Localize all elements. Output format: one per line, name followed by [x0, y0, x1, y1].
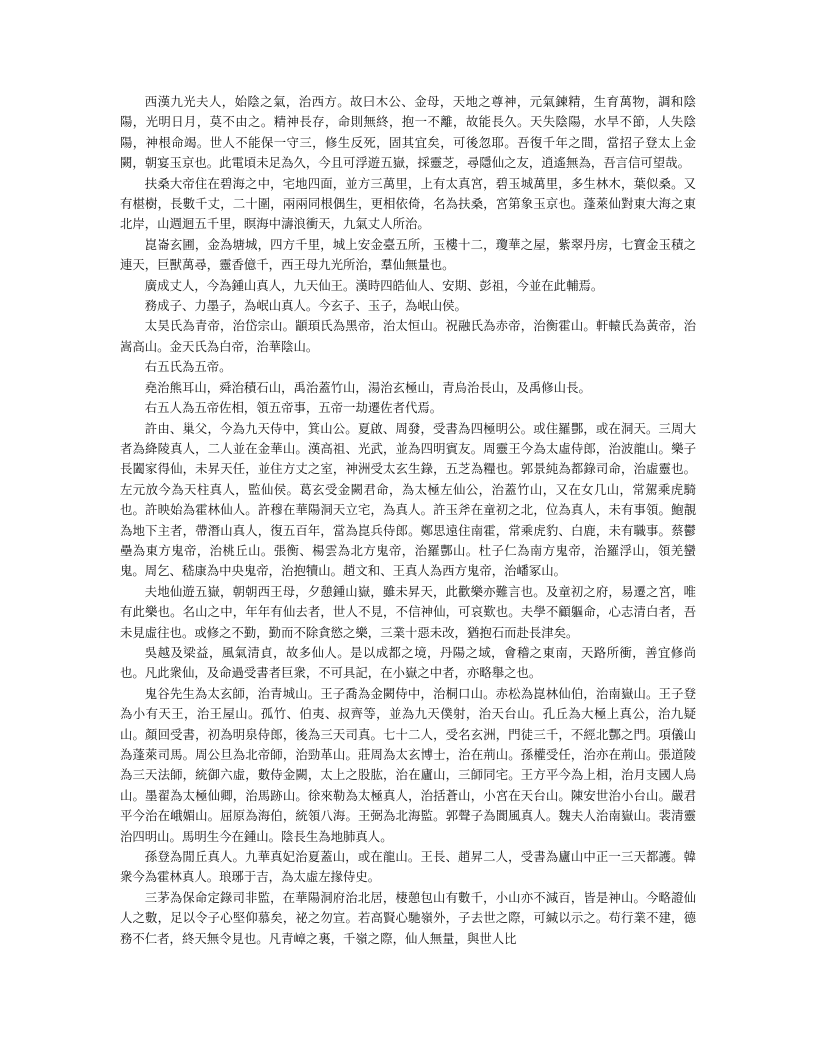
paragraph-11: 夫地仙遊五嶽，朝朝西王母，夕憩鍾山嶽，雖未昇天，此歡樂亦難言也。及童初之府，易遷之宮，唯有此樂也。名山之中，年年有仙去者，世人不見，不信神仙，可哀歎也。夫學不顧軀命，心志清白者，吾未見虛往也。或修之不勤，勤而不除貪慾之樂，三業十惡未改，猶抱石而赴長津矣。 — [120, 583, 696, 640]
paragraph-5: 務成子、力墨子，為岷山真人。今玄子、玉子，為岷山侯。 — [144, 298, 467, 314]
paragraph-9: 右五人為五帝佐相，領五帝事，五帝一劫遷佐者代焉。 — [144, 400, 443, 416]
paragraph-13: 鬼谷先生為太玄師，治青城山。王子喬為金闕侍中，治桐口山。赤松為崑林仙伯，治南嶽山。王子登為小有天王，治王屋山。孤竹、伯夷、叔齊等，並為九天僕射，治天台山。孔丘為大極上真公，治九疑山。顏回受書，初為明泉侍郎，後為三天司真。七十二人，受名玄洲，門徒三千，不經北酆之門。項儀山為蓬萊司馬。周公旦為北帝師，治勁革山。莊周為太玄博士，治在荊山。孫權受任，治亦在荊山。張道陵為三天法師，統御六虛，數侍金闕，太上之股肱，治在廬山，三師同宅。王方平今為上相，治月支國人烏山。墨翟為太極仙卿，治馬跡山。徐來勒為太極真人，治括蒼山，小宮在天台山。陳安世治小台山。嚴君平今治在峨媚山。屈原為海伯，統領八海。王弼為北海監。郭聲子為閬風真人。魏夫人治南嶽山。裴清靈治四明山。馬明生今在鍾山。陰長生為地肺真人。 — [120, 685, 696, 844]
paragraph-15: 三茅為保命定錄司非監，在華陽洞府治北居，棲憩包山有數千，小山亦不減百，皆是神山。今略證仙人之數，足以令子心堅仰慕矣，祕之勿宣。若高賢心馳嶺外，子去世之際，可緘以示之。苟行業不建，德務不仁者，終天無令見也。凡青嶂之裏，千嶺之際，仙人無量，與世人比 — [120, 889, 696, 946]
paragraph-6: 太昊氏為青帝，治岱宗山。顓頊氏為黑帝，治太恒山。祝融氏為赤帝，治衡霍山。軒轅氏為黃帝，治嵩高山。金天氏為白帝，治華陰山。 — [120, 318, 696, 354]
paragraph-7: 右五氏為五帝。 — [144, 359, 232, 375]
paragraph-4: 廣成丈人，今為鍾山真人，九天仙王。漢時四皓仙人、安期、彭祖，今並在此輔焉。 — [144, 277, 604, 293]
paragraph-10: 許由、巢父，今為九天侍中，箕山公。夏啟、周發，受書為四極明公。或住羅酆，或在洞天。三周大者為絳陵真人，二人並在金華山。漢高祖、光武，並為四明賓友。周靈王今為太虛侍郎，治波龍山。樂子長闔家得仙，未昇天任，並住方丈之室，神洲受太玄生錄，五芝為糧也。郭景純為都錄司命，治虛靈也。左元放今為天柱真人，監仙侯。葛玄受金闕君命，為太極左仙公，治蓋竹山，又在女几山，常駕乘虎騎也。許映始為霍林仙人。許穆在華陽洞天立宅，為真人。許玉斧在童初之北，位為真人，未有事領。鮑靚為地下主者，帶潛山真人，復五百年，當為崑兵侍郎。鄭思遠住南霍，常乘虎豹、白鹿，未有職事。蔡鬱壘為東方鬼帝，治桃丘山。張衡、楊雲為北方鬼帝，治羅酆山。杜子仁為南方鬼帝，治羅浮山，領羌蠻鬼。周乞、嵇康為中央鬼帝，治抱犢山。趙文和、王真人為西方鬼帝，治嶓冢山。 — [120, 420, 696, 579]
paragraph-8: 堯治熊耳山，舜治積石山，禹治蓋竹山，湯治玄極山，青烏治長山，及禹修山長。 — [144, 379, 591, 395]
paragraph-1: 西漢九光夫人，始陰之氣，治西方。故曰木公、金母，天地之尊神，元氣鍊精，生育萬物，調和陰陽，光明日月，莫不由之。精神長存，命則無終，抱一不離，故能長久。天失陰陽，水旱不節，人失陰陽，神根命竭。世人不能保一守三，修生反死，固其宜矣，可後忽耶。吾復千年之間，當招子登太上金闕，朝宴玉京也。此電頃未足為久，今且可浮遊五嶽，採靈芝，尋隱仙之友，逍遙無為，吾言信可望哉。 — [120, 94, 696, 171]
paragraph-3: 崑崙玄圃，金為塘城，四方千里，城上安金臺五所，玉樓十二，瓊華之屋，紫翠丹房，七寶金玉積之連天，巨獸萬尋，靈香億千，西王母九光所治，羣仙無量也。 — [120, 236, 696, 273]
paragraph-14: 孫登為閒丘真人。九華真妃治夏蓋山，或在龍山。王長、趙昇二人，受書為廬山中正一三天都護。韓衆今為霍林真人。琅琊于吉，為太虛左掾侍史。 — [120, 849, 696, 885]
document-page — [120, 92, 696, 1040]
paragraph-12: 吳越及梁益，風氣清貞，故多仙人。是以成都之境，丹陽之域，會稽之東南，天路所衝，善宜修尚也。凡此衆仙，及命過受書者巨衆，不可具記，在小嶽之中者，亦略舉之也。 — [120, 644, 696, 681]
paragraph-2: 扶桑大帝住在碧海之中，宅地四面，並方三萬里，上有太真宮，碧玉城萬里，多生林木，葉似桑。又有椹樹，長數千丈，二十圍，兩兩同根偶生，更相依倚，名為扶桑，宮第象玉京也。蓬萊仙對東大海之東北岸，山週迴五千里，瞑海中濤浪衝天，九氣丈人所治。 — [120, 175, 696, 232]
